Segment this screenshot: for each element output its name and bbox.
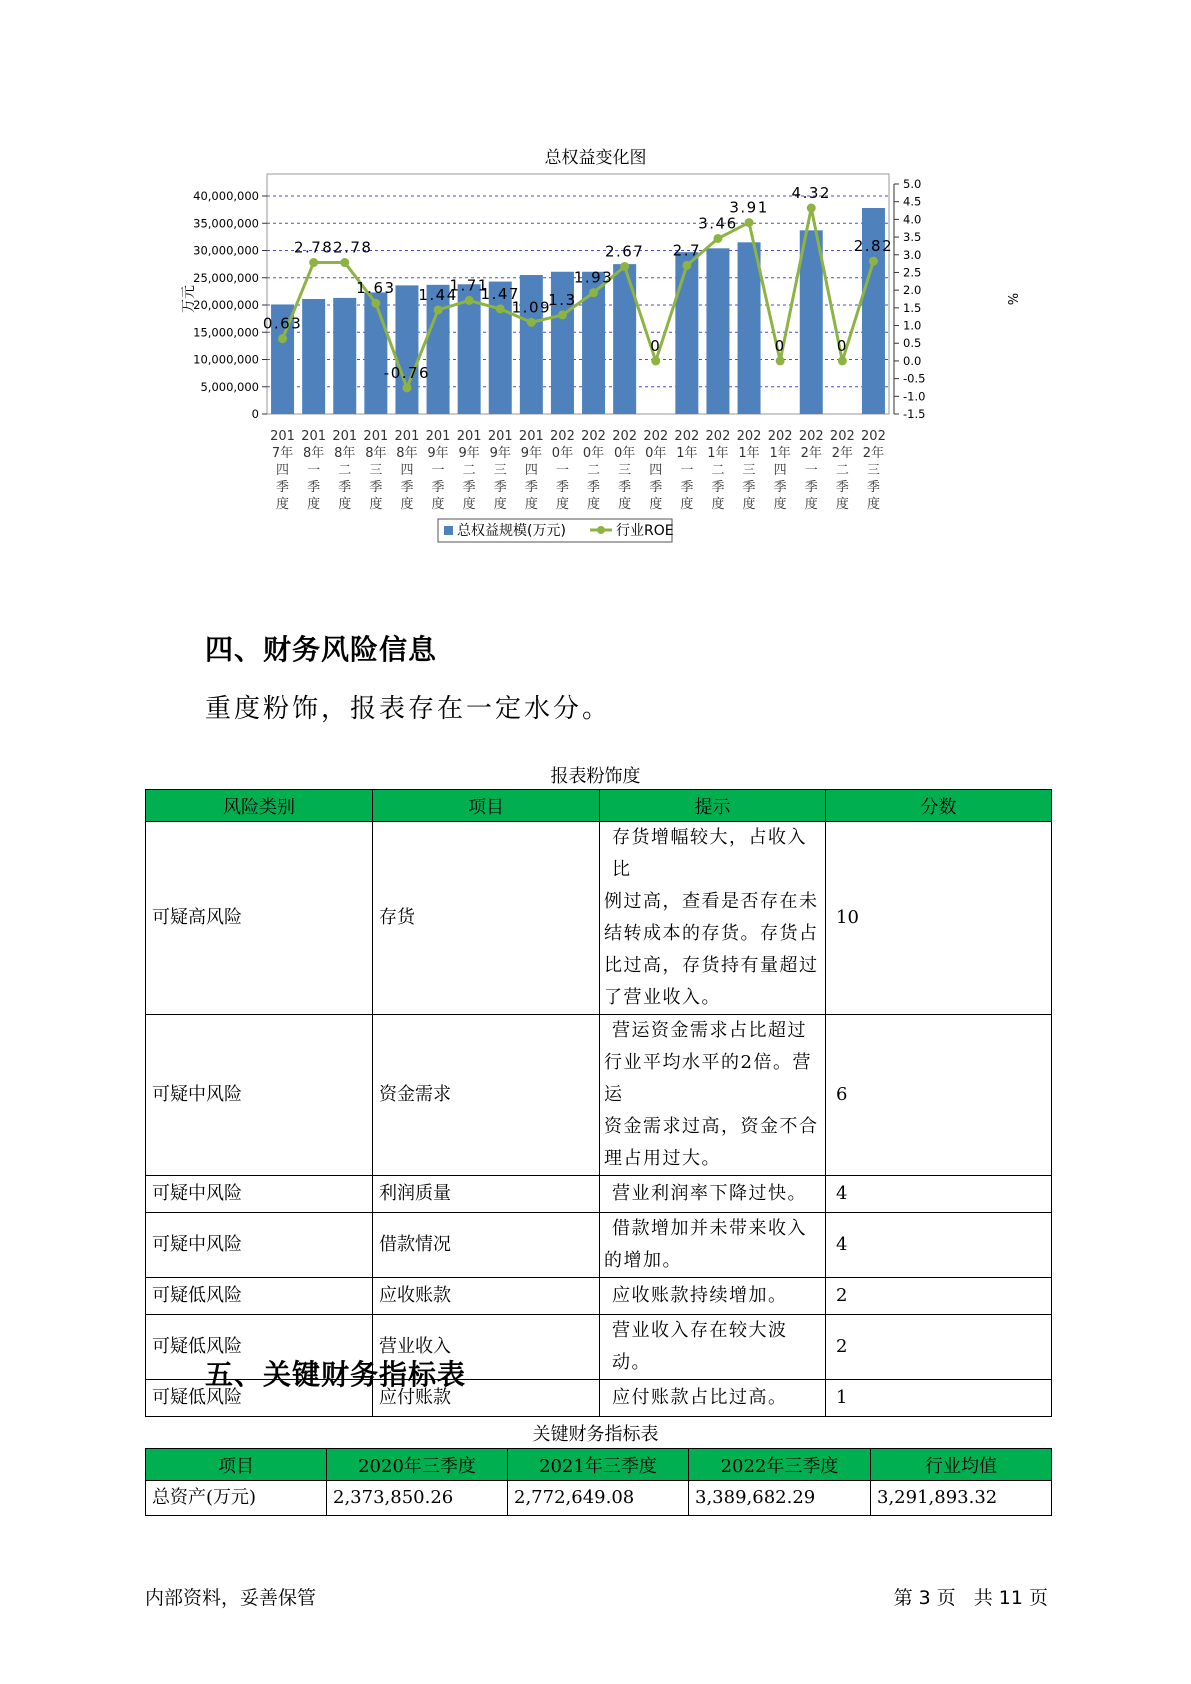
page-number: 3 (918, 1587, 931, 1609)
roe-data-label: 0 (836, 336, 848, 355)
x-tick-label: 季 (587, 480, 601, 495)
x-tick-label: 季 (369, 480, 383, 495)
risk-hint-cell (600, 1015, 826, 1176)
x-tick-label: 季 (835, 480, 849, 495)
risk-hint-line: 资金需求过高，资金不合 (604, 1116, 819, 1137)
risk-table-row (146, 1278, 1052, 1315)
right-tick-label: 2.5 (903, 265, 922, 280)
risk-item-cell: 应付账款 (373, 1380, 600, 1417)
x-tick-label: 202 (861, 429, 886, 444)
x-tick-label: 9年 (489, 446, 511, 461)
legend-line-marker (597, 526, 605, 534)
risk-item-cell: 资金需求 (373, 1015, 600, 1176)
x-tick-label: 度 (711, 497, 725, 512)
roe-data-label: 1.3 (548, 290, 577, 309)
risk-category-cell: 可疑中风险 (146, 1213, 373, 1278)
x-tick-label: 度 (338, 497, 352, 512)
x-tick-label: 201 (518, 429, 544, 444)
x-tick-label: 1年 (676, 446, 698, 461)
risk-score-cell: 4 (826, 1213, 1052, 1278)
risk-hint-line: 营运资金需求占比超过 (612, 1020, 807, 1041)
x-tick-label: 度 (493, 497, 507, 512)
metrics-cell: 2,373,850.26 (327, 1481, 508, 1516)
risk-category-cell: 可疑中风险 (146, 1015, 373, 1176)
x-tick-label: 8年 (334, 446, 356, 461)
x-tick-label: 季 (462, 480, 476, 495)
roe-point (340, 258, 349, 267)
roe-data-label: 4.32 (791, 184, 831, 203)
risk-hint-line: 应收账款持续增加。 (612, 1285, 788, 1306)
x-tick-label: 季 (742, 480, 756, 495)
risk-category-cell: 可疑低风险 (146, 1315, 373, 1380)
x-tick-label: 季 (524, 480, 538, 495)
metrics-cell: 总资产(万元) (146, 1481, 327, 1516)
equity-bar (800, 230, 823, 414)
x-tick-label: 2年 (831, 446, 853, 461)
equity-bar (395, 285, 418, 414)
x-tick-label: 季 (866, 480, 880, 495)
x-tick-label: 202 (612, 429, 638, 444)
chart-title: 总权益变化图 (544, 148, 647, 168)
roe-point (371, 299, 380, 308)
x-tick-label: 度 (649, 497, 663, 512)
total-prefix: 共 (973, 1587, 993, 1609)
risk-hint-line: 了营业收入。 (604, 987, 721, 1008)
roe-point (465, 296, 474, 305)
x-tick-label: 8年 (396, 446, 418, 461)
right-tick-label: 3.5 (903, 230, 922, 245)
risk-score-cell: 1 (826, 1380, 1052, 1417)
metrics-table-header-row (146, 1449, 1052, 1481)
risk-hint-cell (600, 1213, 826, 1278)
risk-hint-line: 营业收入存在较大波动。 (612, 1320, 788, 1373)
x-tick-label: 7年 (271, 446, 294, 461)
risk-category-cell: 可疑中风险 (146, 1176, 373, 1213)
section-heading-key-metrics: 五、关键财务指标表 (205, 1358, 467, 1391)
x-tick-label: 二 (587, 463, 601, 478)
x-tick-label: 二 (711, 463, 725, 478)
x-tick-label: 度 (587, 497, 601, 512)
roe-data-label: 3.91 (729, 198, 769, 217)
x-tick-label: 季 (493, 480, 507, 495)
x-tick-label: 度 (866, 497, 880, 512)
roe-data-label: 0 (774, 336, 786, 355)
x-tick-label: 季 (711, 480, 725, 495)
metrics-table-row (146, 1481, 1052, 1516)
roe-point (620, 262, 629, 271)
risk-score-cell: 10 (826, 822, 1052, 1015)
metrics-table-caption: 关键财务指标表 (532, 1424, 659, 1445)
equity-bar (706, 248, 729, 414)
metrics-cell: 3,291,893.32 (871, 1481, 1052, 1516)
equity-chart (180, 170, 1019, 590)
x-tick-label: 9年 (458, 446, 480, 461)
right-tick-label: 0.0 (903, 353, 922, 368)
roe-point (838, 356, 847, 365)
roe-point (713, 234, 722, 243)
right-tick-label: 3.0 (903, 247, 922, 262)
x-tick-label: 201 (425, 429, 451, 444)
risk-item-cell: 营业收入 (373, 1315, 600, 1380)
risk-hint-cell (600, 1278, 826, 1315)
risk-score-cell: 6 (826, 1015, 1052, 1176)
x-tick-label: 8年 (365, 446, 387, 461)
x-tick-label: 9年 (520, 446, 542, 461)
roe-data-label: 0 (650, 336, 662, 355)
left-tick-label: 5,000,000 (200, 379, 259, 394)
risk-hint-line: 例过高，查看是否存在未 (604, 891, 819, 912)
roe-point (309, 258, 318, 267)
x-tick-label: 度 (618, 497, 632, 512)
risk-table-row (146, 822, 1052, 1015)
roe-data-label: 2.7 (672, 241, 702, 260)
left-tick-label: 20,000,000 (193, 298, 259, 312)
x-tick-label: 1年 (707, 446, 729, 461)
right-tick-label: 4.5 (903, 194, 922, 209)
footer-confidential-note: 内部资料，妥善保管 (145, 1587, 317, 1609)
x-tick-label: 四 (400, 463, 414, 478)
roe-data-label: 2.82 (853, 237, 894, 256)
x-tick-label: 度 (369, 497, 383, 512)
x-tick-label: 二 (835, 463, 849, 478)
metrics-header-cell: 2022年三季度 (689, 1449, 871, 1481)
risk-table-header-row (146, 790, 1052, 822)
x-tick-label: 三 (369, 463, 383, 478)
left-tick-label: 15,000,000 (193, 325, 259, 340)
equity-bar (675, 252, 698, 414)
risk-hint-cell (600, 822, 826, 1015)
x-tick-label: 9年 (427, 446, 449, 461)
x-tick-label: 四 (524, 463, 538, 478)
right-tick-label: -1.5 (903, 407, 926, 421)
metrics-cell: 3,389,682.29 (689, 1481, 871, 1516)
risk-table-caption: 报表粉饰度 (550, 766, 641, 787)
risk-category-cell: 可疑低风险 (146, 1278, 373, 1315)
x-tick-label: 季 (431, 480, 445, 495)
x-tick-label: 四 (773, 463, 787, 478)
x-tick-label: 202 (581, 429, 606, 444)
x-tick-label: 201 (363, 429, 389, 444)
footer-page-info (891, 1583, 1051, 1610)
total-pages: 11 (998, 1587, 1023, 1609)
left-tick-label: 25,000,000 (193, 270, 259, 285)
legend-bar-swatch (444, 526, 453, 535)
x-tick-label: 0年 (551, 446, 574, 461)
left-axis-label: 万元 (181, 285, 197, 313)
x-tick-label: 0年 (614, 446, 636, 461)
risk-hint-line: 比过高，存货持有量超过 (604, 955, 819, 976)
x-tick-label: 季 (338, 480, 352, 495)
legend-line-label: 行业ROE (616, 523, 674, 539)
x-tick-label: 201 (332, 429, 358, 444)
risk-item-cell: 存货 (373, 822, 600, 1015)
roe-data-label: 1.47 (480, 284, 520, 303)
x-tick-label: 201 (301, 429, 327, 444)
right-tick-label: -0.5 (903, 371, 926, 386)
roe-point (527, 318, 536, 327)
right-tick-label: 1.5 (903, 300, 922, 315)
page-unit: 页 (936, 1587, 956, 1609)
legend-bar-label: 总权益规模(万元) (457, 523, 566, 539)
total-unit: 页 (1028, 1587, 1048, 1609)
risk-hint-cell (600, 1380, 826, 1417)
x-tick-label: 度 (524, 497, 538, 512)
risk-table-row (146, 1176, 1052, 1213)
roe-point (558, 310, 567, 319)
x-tick-label: 8年 (303, 446, 325, 461)
risk-hint-cell (600, 1176, 826, 1213)
risk-score-cell: 4 (826, 1176, 1052, 1213)
risk-hint-line: 行业平均水平的2倍。营运 (604, 1052, 812, 1105)
left-tick-label: 0 (251, 407, 259, 421)
x-tick-label: 四 (276, 463, 290, 478)
x-tick-label: 1年 (769, 446, 791, 461)
roe-data-label: 1.93 (573, 268, 614, 287)
metrics-cell: 2,772,649.08 (508, 1481, 689, 1516)
x-tick-label: 201 (270, 429, 295, 444)
x-tick-label: 度 (462, 497, 476, 512)
risk-hint-line: 结转成本的存货。存货占 (604, 923, 819, 944)
risk-score-cell: 2 (826, 1278, 1052, 1315)
roe-data-label: 2.78 (333, 238, 373, 257)
x-tick-label: 三 (618, 463, 632, 478)
roe-data-label: 3.46 (698, 214, 738, 233)
roe-data-label: 1.09 (511, 298, 552, 317)
risk-score-cell: 2 (826, 1315, 1052, 1380)
roe-point (278, 334, 287, 343)
risk-hint-line: 借款增加并未带来收入 (612, 1218, 807, 1239)
risk-hint-line: 应付账款占比过高。 (612, 1387, 788, 1408)
x-tick-label: 202 (674, 429, 700, 444)
roe-point (589, 288, 598, 297)
roe-point (402, 383, 411, 392)
x-tick-label: 202 (736, 429, 762, 444)
x-tick-label: 二 (462, 463, 476, 478)
risk-hint-line: 的增加。 (604, 1250, 682, 1271)
risk-table-row (146, 1015, 1052, 1176)
risk-hint-line: 营业利润率下降过快。 (612, 1183, 807, 1204)
right-axis-label: % (1004, 292, 1019, 306)
x-tick-label: 2年 (862, 446, 885, 461)
roe-data-label: 0.63 (262, 314, 303, 333)
x-tick-label: 一 (555, 463, 569, 478)
x-tick-label: 202 (643, 429, 669, 444)
equity-bar (302, 299, 325, 414)
risk-header-cell: 提示 (600, 790, 826, 822)
equity-bar (738, 242, 761, 414)
page-prefix: 第 (893, 1587, 913, 1609)
x-tick-label: 202 (798, 429, 824, 444)
roe-point (682, 261, 691, 270)
roe-data-label: 2.67 (604, 242, 645, 261)
x-tick-label: 201 (487, 429, 513, 444)
left-tick-label: 10,000,000 (193, 352, 259, 367)
roe-point (807, 204, 816, 213)
x-tick-label: 季 (307, 480, 321, 495)
x-tick-label: 季 (773, 480, 787, 495)
x-tick-label: 季 (680, 480, 694, 495)
x-tick-label: 季 (618, 480, 632, 495)
x-tick-label: 二 (338, 463, 352, 478)
x-tick-label: 度 (835, 497, 849, 512)
risk-hint-line: 存货增幅较大，占收入比 (612, 827, 807, 880)
x-tick-label: 度 (276, 497, 290, 512)
x-tick-label: 季 (400, 480, 414, 495)
x-tick-label: 1年 (738, 446, 760, 461)
metrics-header-cell: 项目 (146, 1449, 327, 1481)
risk-category-cell: 可疑高风险 (146, 822, 373, 1015)
roe-data-label: -0.76 (383, 363, 431, 382)
right-tick-label: 1.0 (903, 318, 922, 333)
right-tick-label: 4.0 (903, 212, 922, 227)
x-tick-label: 季 (804, 480, 818, 495)
x-tick-label: 度 (555, 497, 569, 512)
risk-table-row (146, 1213, 1052, 1278)
roe-point (776, 356, 785, 365)
roe-data-label: 1.71 (449, 276, 489, 295)
right-tick-label: -1.0 (903, 389, 926, 404)
x-tick-label: 一 (680, 463, 694, 478)
x-tick-label: 0年 (645, 446, 667, 461)
x-tick-label: 2年 (800, 446, 822, 461)
x-tick-label: 202 (829, 429, 855, 444)
x-tick-label: 一 (804, 463, 818, 478)
x-tick-label: 度 (742, 497, 756, 512)
roe-data-label: 1.44 (418, 285, 458, 304)
risk-item-cell: 借款情况 (373, 1213, 600, 1278)
x-tick-label: 四 (649, 463, 663, 478)
right-tick-label: 5.0 (903, 177, 922, 191)
x-tick-label: 一 (431, 463, 445, 478)
roe-point (496, 304, 505, 313)
x-tick-label: 季 (276, 480, 290, 495)
roe-point (745, 218, 754, 227)
x-tick-label: 度 (680, 497, 694, 512)
roe-data-label: 2.78 (293, 238, 334, 257)
risk-hint-cell (600, 1315, 826, 1380)
x-tick-label: 三 (866, 463, 880, 478)
equity-bar (520, 275, 543, 414)
x-tick-label: 度 (307, 497, 321, 512)
x-tick-label: 度 (431, 497, 445, 512)
equity-bar (333, 298, 356, 414)
metrics-table (145, 1448, 1052, 1516)
risk-header-cell: 分数 (826, 790, 1052, 822)
risk-hint-line: 理占用过大。 (604, 1148, 721, 1169)
roe-point (869, 257, 878, 266)
x-tick-label: 三 (742, 463, 756, 478)
x-tick-label: 202 (705, 429, 731, 444)
left-tick-label: 40,000,000 (193, 189, 259, 203)
x-tick-label: 一 (307, 463, 321, 478)
section-heading-financial-risk: 四、财务风险信息 (205, 633, 438, 666)
metrics-header-cell: 2021年三季度 (508, 1449, 689, 1481)
left-tick-label: 35,000,000 (193, 216, 259, 231)
x-tick-label: 季 (555, 480, 569, 495)
x-tick-label: 度 (773, 497, 787, 512)
metrics-header-cell: 2020年三季度 (327, 1449, 508, 1481)
right-tick-label: 0.5 (903, 336, 922, 351)
right-tick-label: 2.0 (903, 283, 922, 298)
x-tick-label: 0年 (582, 446, 605, 461)
left-tick-label: 30,000,000 (193, 243, 259, 258)
equity-bar (427, 285, 450, 414)
risk-table (145, 789, 1052, 1417)
x-tick-label: 度 (400, 497, 414, 512)
roe-data-label: 1.63 (356, 279, 396, 298)
risk-item-cell: 应收账款 (373, 1278, 600, 1315)
roe-point (651, 356, 660, 365)
risk-header-cell: 风险类别 (146, 790, 373, 822)
x-tick-label: 度 (804, 497, 818, 512)
x-tick-label: 201 (394, 429, 420, 444)
equity-bar (364, 292, 387, 414)
risk-item-cell: 利润质量 (373, 1176, 600, 1213)
risk-summary-paragraph: 重度粉饰，报表存在一定水分。 (205, 694, 612, 724)
roe-point (434, 305, 443, 314)
x-tick-label: 201 (456, 429, 482, 444)
x-tick-label: 三 (493, 463, 507, 478)
risk-category-cell: 可疑低风险 (146, 1380, 373, 1417)
x-tick-label: 202 (550, 429, 575, 444)
x-tick-label: 202 (767, 429, 793, 444)
risk-header-cell: 项目 (373, 790, 600, 822)
metrics-header-cell: 行业均值 (871, 1449, 1052, 1481)
x-tick-label: 季 (649, 480, 663, 495)
